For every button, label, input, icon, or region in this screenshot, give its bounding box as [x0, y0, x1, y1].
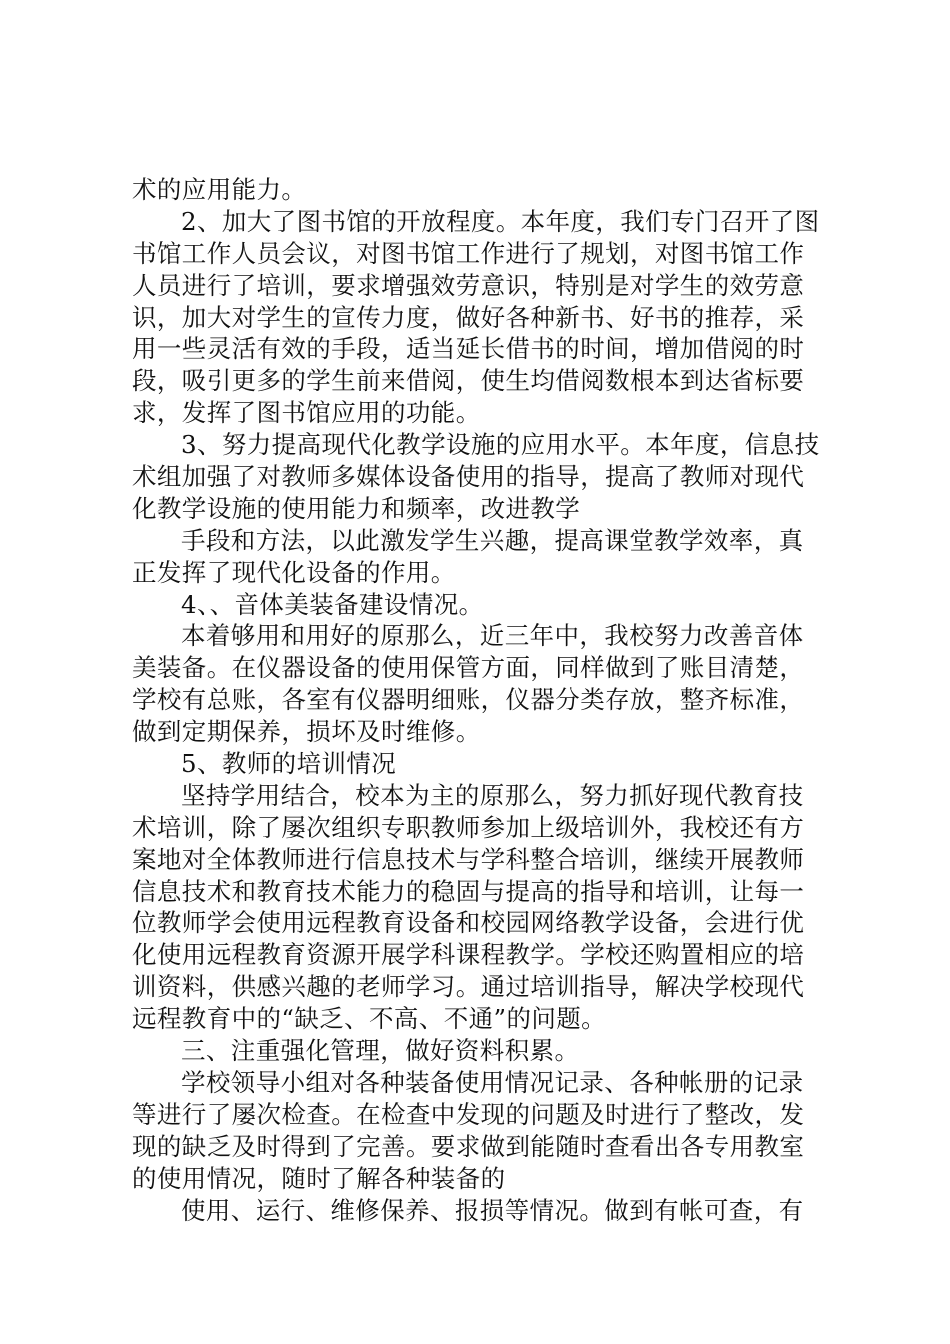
text-line: 求，发挥了图书馆应用的功能。	[132, 398, 481, 428]
text-line: 正发挥了现代化设备的作用。	[132, 557, 456, 587]
text-line: 信息技术和教育技术能力的稳固与提高的指导和培训，让每一	[132, 876, 805, 906]
text-line: 等进行了屡次检查。在检查中发现的问题及时进行了整改，发	[132, 1099, 805, 1129]
text-line: 3、努力提高现代化教学设施的应用水平。本年度，信息技	[181, 430, 820, 460]
text-line: 做到定期保养，损坏及时维修。	[132, 717, 481, 747]
text-line: 的使用情况，随时了解各种装备的	[132, 1163, 506, 1193]
text-line: 训资料，供感兴趣的老师学习。通过培训指导，解决学校现代	[132, 972, 805, 1002]
text-line: 学校有总账，各室有仪器明细账，仪器分类存放，整齐标准，	[132, 685, 805, 715]
text-line: 远程教育中的“缺乏、不高、不通”的问题。	[132, 1004, 607, 1034]
text-line: 本着够用和用好的原那么，近三年中，我校努力改善音体	[181, 621, 804, 651]
text-line: 案地对全体教师进行信息技术与学科整合培训，继续开展教师	[132, 844, 805, 874]
document-body	[132, 174, 822, 1226]
text-line: 使用、运行、维修保养、报损等情况。做到有帐可查，有	[181, 1195, 804, 1225]
text-line: 4、、音体美装备建设情况。	[181, 589, 484, 619]
text-line: 用一些灵活有效的手段，适当延长借书的时间，增加借阅的时	[132, 334, 805, 364]
text-line: 段，吸引更多的学生前来借阅，使生均借阅数根本到达省标要	[132, 366, 805, 396]
text-line: 现的缺乏及时得到了完善。要求做到能随时查看出各专用教室	[132, 1131, 805, 1161]
text-line: 术组加强了对教师多媒体设备使用的指导，提高了教师对现代	[132, 462, 805, 492]
text-line: 人员进行了培训，要求增强效劳意识，特别是对学生的效劳意	[132, 270, 805, 300]
text-line: 术培训，除了屡次组织专职教师参加上级培训外，我校还有方	[132, 812, 805, 842]
text-line: 化教学设施的使用能力和频率，改进教学	[132, 493, 581, 523]
text-line: 美装备。在仪器设备的使用保管方面，同样做到了账目清楚，	[132, 653, 805, 683]
text-line: 识，加大对学生的宣传力度，做好各种新书、好书的推荐，采	[132, 302, 805, 332]
text-line: 5、教师的培训情况	[181, 749, 397, 779]
text-line: 2、加大了图书馆的开放程度。本年度，我们专门召开了图	[181, 206, 820, 236]
text-line: 三、注重强化管理，做好资料积累。	[181, 1036, 580, 1066]
text-line: 化使用远程教育资源开展学科课程教学。学校还购置相应的培	[132, 940, 805, 970]
text-line: 书馆工作人员会议，对图书馆工作进行了规划，对图书馆工作	[132, 238, 805, 268]
text-line: 坚持学用结合，校本为主的原那么，努力抓好现代教育技	[181, 780, 804, 810]
text-line: 位教师学会使用远程教育设备和校园网络教学设备，会进行优	[132, 908, 805, 938]
text-line: 学校领导小组对各种装备使用情况记录、各种帐册的记录	[181, 1067, 804, 1097]
text-line: 术的应用能力。	[132, 175, 307, 204]
text-line: 手段和方法，以此激发学生兴趣，提高课堂教学效率，真	[181, 525, 804, 555]
